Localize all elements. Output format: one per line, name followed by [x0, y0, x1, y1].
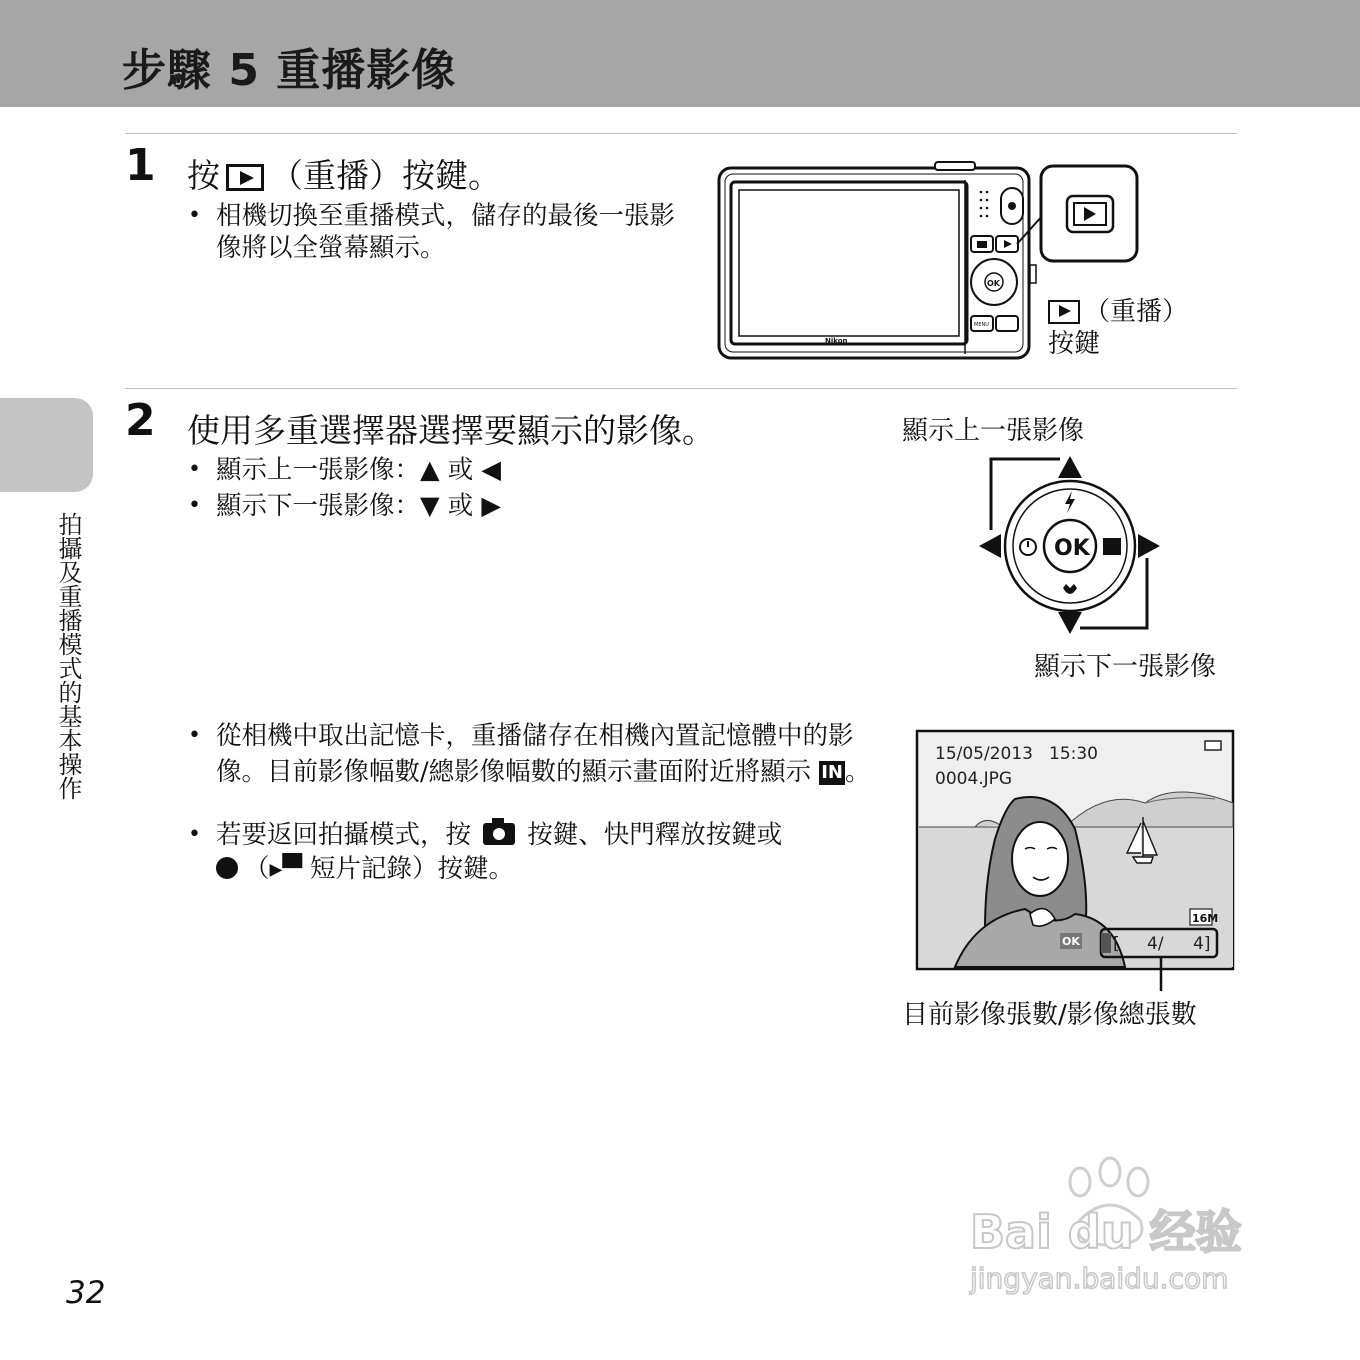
- lcd-date: 15/05/2013: [935, 744, 1033, 764]
- page-title: 步驟 5 重播影像: [122, 45, 457, 96]
- note-return-shooting: [188, 818, 876, 886]
- label-next-image: 顯示下一張影像: [1034, 652, 1217, 682]
- internal-memory-icon: IN: [821, 762, 843, 783]
- selector-ok-label: OK: [1054, 536, 1090, 561]
- ok-badge-text: OK: [1062, 935, 1080, 948]
- play-icon: [226, 164, 264, 191]
- divider-middle: [125, 388, 1237, 389]
- step1-bullet: [188, 200, 696, 264]
- camera-ok-label: OK: [987, 279, 1000, 288]
- callout-line2: 按鍵: [1048, 329, 1101, 359]
- multi-selector-diagram: [975, 450, 1165, 640]
- lcd-time: 15:30: [1049, 744, 1098, 764]
- bullet-dot: •: [188, 822, 201, 847]
- step2-number: 2: [125, 395, 156, 446]
- step2-bullet-prev-text: 顯示上一張影像：▲ 或 ◀: [216, 455, 501, 485]
- playback-button-callout: [1048, 296, 1188, 360]
- step1-bullet-text: 相機切換至重播模式，儲存的最後一張影像將以全螢幕顯示。: [216, 201, 676, 263]
- bullet-dot: •: [188, 493, 201, 518]
- step2-bullet-next-text: 顯示下一張影像：▼ 或 ▶: [216, 491, 501, 521]
- battery-icon: [1205, 741, 1221, 750]
- counter-caption: 目前影像張數/影像總張數: [902, 1000, 1197, 1030]
- note2-b: 按鍵、快門釋放按鍵或: [527, 820, 783, 850]
- lcd-filename: 0004.JPG: [935, 769, 1013, 789]
- note2-d: 短片記錄）按鍵。: [310, 854, 515, 884]
- movie-icon: ▸▀: [269, 854, 302, 884]
- bullet-dot: •: [188, 203, 201, 228]
- counter-open-bracket: [: [1113, 934, 1120, 954]
- page-header: [0, 0, 1360, 107]
- chapter-tab: [0, 398, 93, 492]
- counter-total: 4]: [1193, 934, 1211, 954]
- playback-screen: [915, 729, 1237, 1029]
- bullet-dot: •: [188, 723, 201, 748]
- note-internal-memory: [188, 718, 876, 790]
- record-button-icon: [216, 857, 238, 879]
- watermark-brand: Bai du 经验: [970, 1205, 1242, 1259]
- chapter-label: 拍攝及重播模式的基本操作: [54, 512, 82, 800]
- step1-heading: [187, 150, 501, 197]
- step1-title-prefix: 按: [187, 156, 220, 195]
- page-number: 32: [66, 1275, 106, 1311]
- watermark-url: jingyan.baidu.com: [970, 1262, 1229, 1295]
- camera-brand: Nikon: [825, 337, 848, 345]
- camera-menu-label: MENU: [974, 322, 989, 328]
- label-prev-image: 顯示上一張影像: [902, 416, 1085, 446]
- note2-c: （: [244, 854, 270, 884]
- image-size-text: 16M: [1192, 912, 1219, 925]
- exposure-icon: [1103, 538, 1121, 555]
- divider-top: [125, 133, 1237, 134]
- play-icon: [1048, 300, 1080, 324]
- note1-text: 從相機中取出記憶卡，重播儲存在相機內置記憶體中的影像。目前影像幅數/總影像幅數的顯示畫面附近將顯示: [216, 721, 854, 787]
- callout-suffix: （重播）: [1084, 297, 1189, 327]
- camera-icon: [483, 823, 515, 845]
- baidu-watermark-logo: [960, 1150, 1280, 1310]
- note2-a: 若要返回拍攝模式，按: [216, 820, 472, 850]
- step2-title: 使用多重選擇器選擇要顯示的影像。: [187, 411, 715, 450]
- step2-bullet-next: [188, 490, 816, 522]
- bullet-dot: •: [188, 457, 201, 482]
- step2-bullet-prev: [188, 454, 816, 486]
- counter-current: 4/: [1147, 934, 1164, 954]
- note1-end: 。: [844, 757, 871, 787]
- step1-title-suffix: （重播）按鍵。: [270, 156, 501, 195]
- step1-number: 1: [125, 140, 156, 191]
